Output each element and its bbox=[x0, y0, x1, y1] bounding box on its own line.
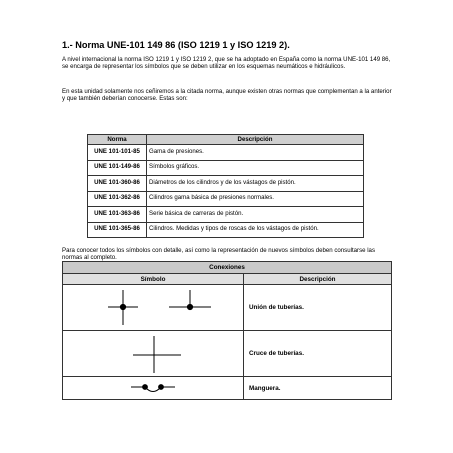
norm-description: Cilindros. Medidas y tipos de roscas de los vástagos de pistón. bbox=[147, 222, 364, 238]
norms-intro-paragraph: En esta unidad solamente nos ceñiremos a la citada norma, aunque existen otras normas que complementan a la anterior y que también deberían conocerse. Estas son: bbox=[62, 88, 392, 102]
connections-header-row bbox=[63, 274, 392, 285]
table-row bbox=[63, 331, 392, 377]
norms-table bbox=[87, 134, 364, 238]
table-row bbox=[88, 160, 364, 176]
connections-table bbox=[62, 261, 392, 400]
pipe-crossing-icon bbox=[63, 331, 243, 376]
norm-description: Diámetros de los cilindros y de los vástagos de pistón. bbox=[147, 176, 364, 192]
norm-description: Gama de presiones. bbox=[147, 145, 364, 161]
norm-code: UNE 101-149-86 bbox=[88, 160, 147, 176]
table-row bbox=[88, 191, 364, 207]
symbol-cell bbox=[63, 377, 244, 400]
connections-caption-row bbox=[63, 262, 392, 274]
norm-description: Símbolos gráficos. bbox=[147, 160, 364, 176]
symbol-cell bbox=[63, 331, 244, 377]
column-header-simbolo: Símbolo bbox=[63, 274, 244, 285]
hose-icon bbox=[63, 377, 243, 399]
norm-code: UNE 101-362-86 bbox=[88, 191, 147, 207]
table-row bbox=[63, 285, 392, 331]
norm-description: Cilindros gama básica de presiones normales. bbox=[147, 191, 364, 207]
pipe-junction-icon bbox=[63, 285, 243, 330]
table-row bbox=[88, 176, 364, 192]
norms-table-header bbox=[88, 135, 364, 145]
connection-description: Unión de tuberías. bbox=[244, 285, 392, 331]
norm-code: UNE 101-101-85 bbox=[88, 145, 147, 161]
norm-code: UNE 101-365-86 bbox=[88, 222, 147, 238]
closing-paragraph: Para conocer todos los símbolos con detalle, así como la representación de nuevos símbolos deben consultarse las normas al completo. bbox=[62, 247, 375, 261]
connections-caption: Conexiones bbox=[63, 262, 392, 274]
norm-description: Serie básica de carreras de pistón. bbox=[147, 207, 364, 223]
table-row bbox=[88, 145, 364, 161]
table-row bbox=[88, 222, 364, 238]
norm-code: UNE 101-360-86 bbox=[88, 176, 147, 192]
column-header-descripcion: Descripción bbox=[244, 274, 392, 285]
connection-description: Manguera. bbox=[244, 377, 392, 400]
symbol-cell bbox=[63, 285, 244, 331]
connection-description: Cruce de tuberías. bbox=[244, 331, 392, 377]
table-row bbox=[63, 377, 392, 400]
section-title: 1.- Norma UNE-101 149 86 (ISO 1219 1 y ISO 1219 2). bbox=[62, 40, 290, 50]
column-header-norma: Norma bbox=[88, 135, 147, 145]
column-header-descripcion: Descripción bbox=[147, 135, 364, 145]
intro-paragraph: A nivel internacional la norma ISO 1219 1 y ISO 1219 2, que se ha adoptado en España como la norma UNE-101 149 86, se encarga de representar los símbolos que se deben utilizar en los esquemas neumáticos e hidráulicos. bbox=[62, 56, 391, 70]
norm-code: UNE 101-363-86 bbox=[88, 207, 147, 223]
table-row bbox=[88, 207, 364, 223]
